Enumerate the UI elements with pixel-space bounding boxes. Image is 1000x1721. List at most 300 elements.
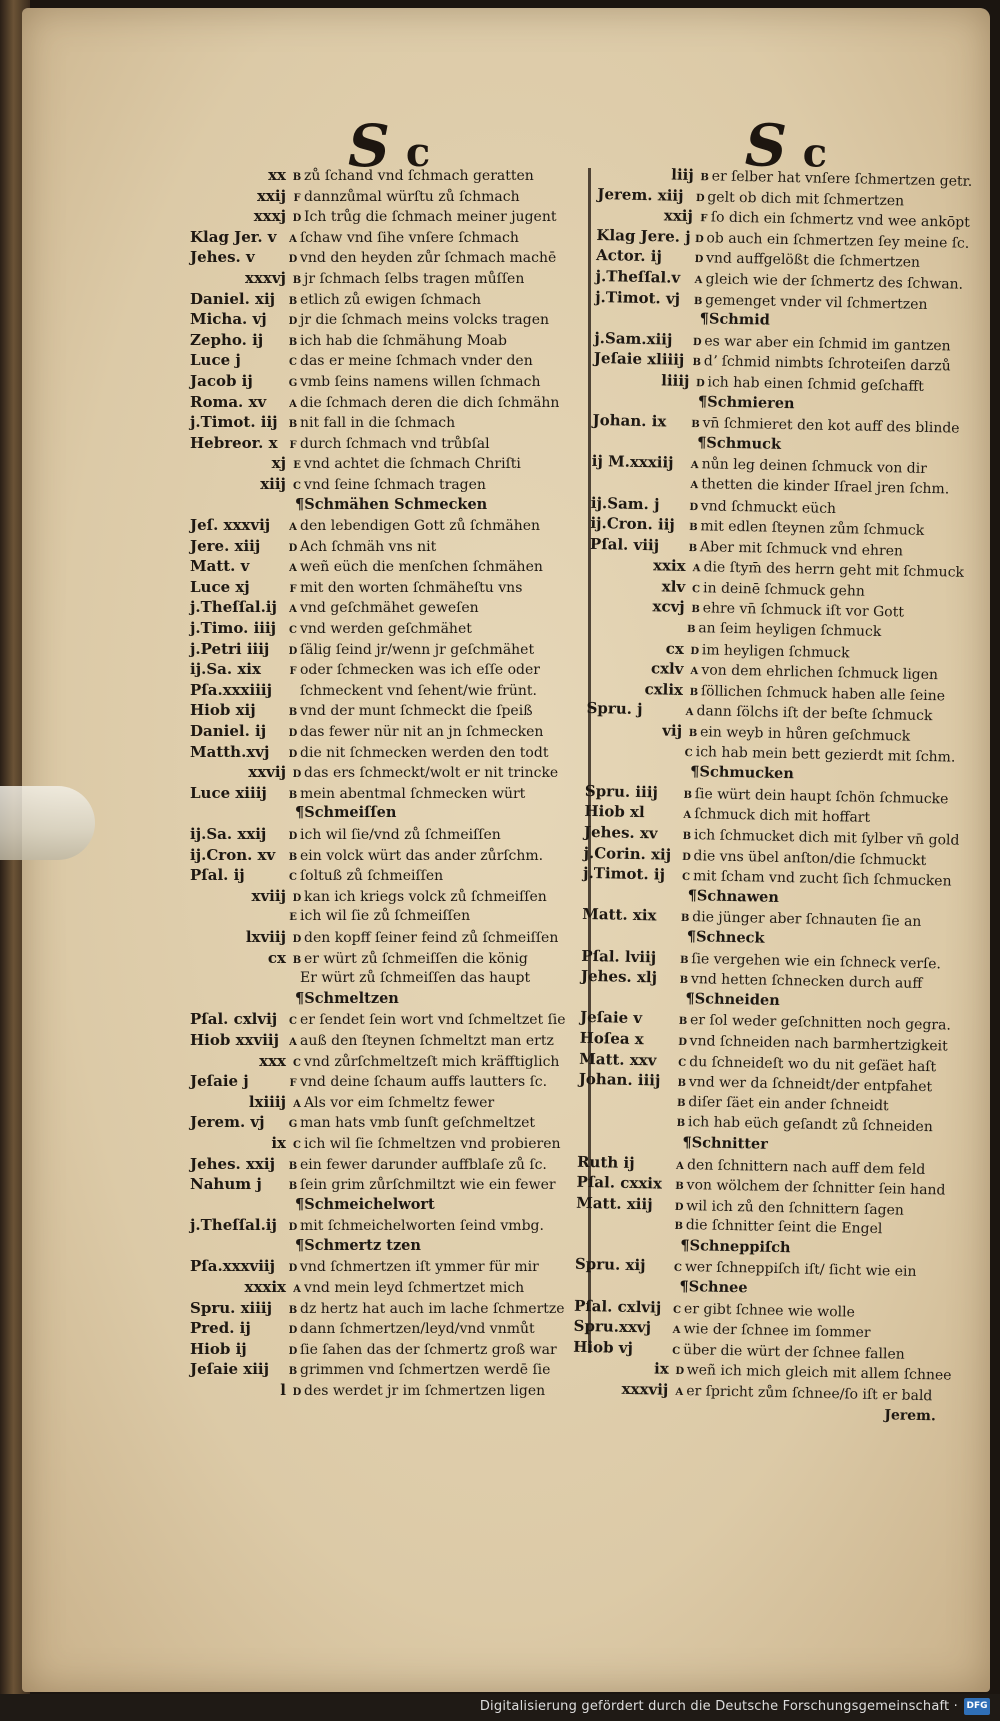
scripture-ref: Pſal. cxlvij <box>573 1296 662 1317</box>
index-entry <box>190 597 580 618</box>
entry-text: von dem ehrlichen ſchmuck ligen <box>701 662 939 684</box>
entry-text: Als vor eim ſchmeltz fewer <box>304 1094 495 1111</box>
index-heading: ¶Schmeiſſen <box>295 804 397 822</box>
entry-text: ſälig ſeind jr/wenn jr geſchmähet <box>300 641 535 658</box>
index-entry <box>190 474 580 495</box>
index-entry <box>190 618 580 639</box>
index-entry <box>190 1359 580 1380</box>
scripture-ref: Pſa.xxxviij <box>190 1257 276 1276</box>
entry-text: diſer ſäet ein ander ſchneidt <box>688 1093 889 1115</box>
section-letter: C <box>684 747 693 759</box>
entry-text: mit ſcham vnd zucht ſich ſchmucken <box>692 868 952 890</box>
entry-text: im heyligen ſchmuck <box>701 641 850 662</box>
section-letter: B <box>683 789 693 801</box>
index-heading: ¶Schmucken <box>690 763 795 783</box>
entry-text: mit ſchmeichelworten ſeind vmbg. <box>300 1218 544 1235</box>
section-letter: B <box>700 172 710 184</box>
index-heading: ¶Schnawen <box>687 886 780 906</box>
scripture-ref: xxxvj <box>245 268 286 287</box>
entry-text: dannzůmal würſtu zů ſchmach <box>304 188 520 205</box>
scripture-ref: l <box>280 1381 286 1400</box>
section-letter: D <box>292 213 302 225</box>
section-letter: F <box>700 213 708 225</box>
entry-text: ſie ſahen das der ſchmertz groß war <box>300 1341 557 1358</box>
scripture-ref: xiij <box>260 474 286 493</box>
entry-text: ein weyb in hůren geſchmuck <box>699 724 911 745</box>
entry-text: vnd den heyden zůr ſchmach machē <box>300 250 557 267</box>
scripture-ref: xxxix <box>244 1278 286 1297</box>
scripture-ref: Jeſaie j <box>190 1072 249 1091</box>
index-entry <box>190 206 580 227</box>
index-entry <box>190 721 580 742</box>
scripture-ref: Matt. xix <box>582 905 657 925</box>
section-letter: B <box>679 975 689 987</box>
scripture-ref: Micha. vj <box>190 310 267 329</box>
entry-text: er ſelber hat vnſere ſchmertzen getr. <box>711 168 973 190</box>
section-letter: A <box>289 1036 297 1048</box>
entry-text: er ſol weder geſchnitten noch gegra. <box>689 1012 952 1034</box>
entry-text: ſie vergehen wie ein ſchneck verſe. <box>691 950 942 972</box>
section-letter: D <box>288 1345 298 1357</box>
scripture-ref: j.Timot. ij <box>582 864 666 884</box>
section-letter: A <box>293 1098 301 1110</box>
index-entry <box>190 350 580 371</box>
entry-text: gleich wie der ſchmertz des ſchwan. <box>705 271 964 293</box>
index-entry <box>190 1112 580 1133</box>
scripture-ref: xj <box>271 454 286 473</box>
scripture-ref: Hoſea x <box>579 1028 644 1049</box>
header-letter: c <box>405 129 431 176</box>
section-letter: C <box>289 357 297 369</box>
scripture-ref: Pſal. cxlvij <box>190 1010 278 1029</box>
header-initial: S <box>744 111 788 181</box>
section-letter: B <box>679 954 689 966</box>
scripture-ref: Matth.xvj <box>190 742 270 761</box>
entry-text: ſie würt dein haupt ſchön ſchmucke <box>694 785 949 808</box>
catchword: Jerem. <box>884 1406 937 1424</box>
index-heading: ¶Schneck <box>686 928 765 947</box>
scripture-ref: Jerem. vj <box>190 1113 265 1132</box>
section-letter: B <box>688 728 698 740</box>
section-letter: B <box>688 542 698 554</box>
section-letter: C <box>293 480 301 492</box>
entry-text: ein fewer darunder auffblaſe zů ſc. <box>300 1156 547 1173</box>
header-letter: c <box>802 129 828 177</box>
entry-text: vnd wer da ſchneidt/der entpfahet <box>688 1074 933 1096</box>
index-entry <box>190 165 580 186</box>
scripture-ref: xxij <box>256 186 286 205</box>
scripture-ref: j.Timo. iiij <box>190 619 277 638</box>
entry-text: vnd deine ſchaum auffs lautters ſc. <box>300 1074 548 1091</box>
section-letter: D <box>292 1387 302 1399</box>
index-entry <box>190 268 580 289</box>
index-entry <box>190 412 580 433</box>
scripture-ref: xxij <box>663 206 694 226</box>
scripture-ref: Roma. xv <box>190 392 267 411</box>
section-letter: D <box>288 254 298 266</box>
entry-text: die jünger aber ſchnauten ſie an <box>692 909 922 931</box>
section-letter: D <box>692 336 702 348</box>
entry-text: ſöllichen ſchmuck haben alle ſeine <box>700 683 946 705</box>
section-letter: B <box>288 336 298 348</box>
scripture-ref: Jehes. v <box>190 248 255 267</box>
index-entry <box>190 1009 580 1030</box>
scripture-ref: Spru. xiiij <box>190 1298 273 1317</box>
scripture-ref: Spru. iiij <box>584 781 659 802</box>
entry-text: ehre vn̄ ſchmuck iſt vor Gott <box>702 600 905 621</box>
scripture-ref: Ruth ij <box>576 1152 635 1172</box>
scripture-ref: liiij <box>661 371 690 390</box>
entry-text: über die würt der ſchnee fallen <box>682 1341 905 1363</box>
entry-text: die nit ſchmecken werden den todt <box>300 744 549 761</box>
section-letter: D <box>695 378 705 390</box>
entry-text: vmb ſeins namens willen ſchmach <box>300 373 541 390</box>
scripture-ref: cxlv <box>650 659 684 679</box>
index-entry <box>190 453 580 474</box>
index-entry <box>190 680 580 701</box>
entry-text: mein abentmal ſchmecken würt <box>300 785 526 802</box>
entry-text: vn̄ ſchmieret den kot auff des blinde <box>702 415 960 437</box>
index-heading: ¶Schmuck <box>696 433 782 453</box>
scripture-ref: xxvij <box>248 763 286 782</box>
scripture-ref: Zepho. ij <box>190 330 264 349</box>
scripture-ref: xxix <box>652 556 686 576</box>
section-letter: F <box>289 439 297 451</box>
entry-text: ich hab einen ſchmid geſchafft <box>707 374 925 395</box>
scripture-ref: Actor. ij <box>595 246 663 266</box>
scripture-ref: Hebreor. x <box>190 433 278 452</box>
entry-text: vnd zůrſchmeltzeſt mich kräfftiglich <box>304 1053 560 1070</box>
entry-text: das fewer nür nit an jn ſchmecken <box>300 724 544 741</box>
entry-text: vnd hetten ſchnecken durch auff <box>690 971 923 993</box>
scripture-ref: Spru. j <box>586 699 643 719</box>
index-entry <box>190 186 580 207</box>
entry-text: er würt zů ſchmeiſſen die könig <box>304 950 528 967</box>
index-entry <box>190 1092 580 1113</box>
section-letter: B <box>674 1221 684 1233</box>
section-letter: C <box>672 1304 682 1316</box>
section-letter: D <box>694 254 704 266</box>
entry-text: Er würt zů ſchmeiſſen das haupt <box>300 970 531 987</box>
scripture-ref: ix <box>271 1133 286 1152</box>
index-heading: ¶Schneppiſch <box>680 1236 791 1257</box>
section-letter: D <box>288 645 298 657</box>
index-entry <box>190 659 580 680</box>
section-letter: A <box>683 810 692 822</box>
index-entry <box>190 227 580 248</box>
entry-text: ſchmuck dich mit hoffart <box>694 806 871 827</box>
section-letter: F <box>289 583 297 595</box>
section-letter: B <box>676 1118 686 1130</box>
scripture-ref: xlv <box>661 577 686 596</box>
footer-credit: Digitalisierung gefördert durch die Deutsche Forschungsgemeinschaft · <box>479 1699 958 1714</box>
scripture-ref: Daniel. ij <box>190 722 267 741</box>
scripture-ref: Jehes. xlj <box>580 966 658 987</box>
scripture-ref: lxiiij <box>248 1092 286 1111</box>
scripture-ref: Luce xj <box>190 577 250 596</box>
index-entry <box>190 1318 580 1339</box>
scripture-ref <box>578 1104 674 1106</box>
section-letter: A <box>675 1386 684 1399</box>
section-letter: F <box>293 192 301 204</box>
entry-text: gemenget vnder vil ſchmertzen <box>704 291 928 313</box>
entry-text: an ſeim heyligen ſchmuck <box>698 620 882 641</box>
scripture-ref: j.Sam.xiij <box>594 328 673 349</box>
scripture-ref: Luce xiiij <box>190 783 267 802</box>
index-entry <box>190 371 580 392</box>
section-letter: C <box>673 1263 682 1275</box>
section-letter: A <box>690 460 699 472</box>
section-letter: B <box>288 1366 298 1378</box>
section-letter: D <box>288 1222 298 1234</box>
entry-text: das er meine ſchmach vnder den <box>300 353 533 370</box>
entry-text: Ach ſchmäh vns nit <box>300 538 437 555</box>
scripture-ref: Jeſaie xliiij <box>593 349 685 370</box>
scripture-ref: j.Theſſal.v <box>595 266 681 287</box>
section-letter: D <box>678 1036 688 1048</box>
section-letter: C <box>678 1057 687 1069</box>
entry-text: man hats vmb ſunſt geſchmeltzet <box>300 1115 536 1132</box>
section-letter: B <box>693 295 703 307</box>
scripture-ref: ij.Sa. xix <box>190 660 261 679</box>
scripture-ref: ij.Sa. xxij <box>190 825 267 843</box>
entry-text: dann ſchmertzen/leyd/vnd vnmůt <box>300 1321 535 1338</box>
index-entry <box>190 577 580 598</box>
entry-text: ich wil ſie ſchmeltzen vnd probieren <box>304 1135 561 1152</box>
scripture-ref: Matt. xiij <box>576 1193 653 1214</box>
section-letter: D <box>690 645 700 657</box>
right-column <box>572 163 973 1427</box>
entry-text: er gibt ſchnee wie wolle <box>683 1300 855 1321</box>
section-letter: D <box>682 851 691 863</box>
section-letter: B <box>677 1077 687 1090</box>
entry-text: er ſpricht zům ſchnee/ſo iſt er bald <box>686 1383 933 1405</box>
scripture-ref: Jehes. xxij <box>190 1154 275 1173</box>
entry-text: vnd ſchmertzen iſt ymmer für mir <box>300 1259 539 1276</box>
scripture-ref: Hiob xij <box>190 701 256 720</box>
index-entry <box>190 824 580 845</box>
section-letter: C <box>672 1345 681 1357</box>
index-entry <box>190 865 580 886</box>
index-entry <box>190 886 580 907</box>
entry-text: Ich trůg die ſchmach meiner jugent <box>304 209 557 226</box>
index-entry <box>190 556 580 577</box>
index-entry <box>190 330 580 351</box>
section-letter: A <box>676 1160 685 1172</box>
scripture-ref: Jeſaie v <box>579 1008 643 1028</box>
index-heading: ¶Schnee <box>679 1278 748 1297</box>
section-letter: D <box>674 1201 684 1213</box>
scripture-ref: ij.Cron. iij <box>590 514 676 534</box>
entry-text: wil ich zů den ſchnittern ſagen <box>686 1197 905 1219</box>
entry-text: vnd der munt ſchmeckt die ſpeiß <box>300 703 533 720</box>
scripture-ref: Pſal. viij <box>589 534 660 555</box>
entry-text: jr die ſchmach meins volcks tragen <box>300 312 550 329</box>
scripture-ref: cx <box>665 639 685 658</box>
scripture-ref: Matt. v <box>190 557 250 576</box>
scripture-ref: Luce j <box>190 351 241 370</box>
entry-text: dz hertz hat auch im lache ſchmertze <box>300 1300 565 1317</box>
entry-text: den ſchnittern nach auff dem feld <box>686 1156 926 1178</box>
index-entry <box>190 392 580 413</box>
index-entry <box>190 1215 580 1236</box>
section-letter: C <box>293 1057 301 1069</box>
entry-text: mit edlen ſteynen zům ſchmuck <box>700 518 925 540</box>
section-letter: B <box>675 1180 684 1193</box>
index-entry <box>190 1339 580 1360</box>
entry-text: ich hab die ſchmähung Moab <box>300 332 507 349</box>
entry-text: den kopff ſeiner feind zů ſchmeiſſen <box>304 929 559 946</box>
section-letter: B <box>288 707 298 719</box>
scripture-ref: xcvj <box>652 597 685 617</box>
section-letter: C <box>289 872 297 884</box>
entry-text: die ſtym̄ des herrn geht mit ſchmuck <box>703 559 965 582</box>
section-letter: A <box>672 1325 681 1337</box>
section-letter: B <box>689 686 699 699</box>
scripture-ref: xxx <box>259 1051 286 1070</box>
scripture-ref: Daniel. xij <box>190 289 276 308</box>
section-letter: A <box>685 707 694 719</box>
section-letter: A <box>694 275 703 287</box>
section-letter: F <box>289 1078 297 1090</box>
entry-text: etlich zů ewigen ſchmach <box>300 291 481 308</box>
index-entry <box>190 845 580 866</box>
scripture-ref: j.Timot. iij <box>190 413 278 432</box>
scripture-ref: Johan. ix <box>592 411 667 431</box>
section-letter: G <box>288 1119 298 1131</box>
section-letter: E <box>293 460 301 472</box>
entry-text: dann ſölchs iſt der beſte ſchmuck <box>696 703 933 725</box>
section-letter: A <box>289 522 297 534</box>
index-heading: ¶Schnitter <box>682 1133 769 1153</box>
section-letter: B <box>689 522 698 534</box>
scripture-ref: xx <box>268 166 286 184</box>
scripture-ref: lxviij <box>245 927 286 946</box>
scripture-ref: ij M.xxxiij <box>591 452 674 472</box>
entry-text: die vns übel anſton/die ſchmuckt <box>693 847 927 869</box>
section-letter: E <box>289 912 297 924</box>
section-letter: D <box>694 233 704 246</box>
scripture-ref: Jeſ. xxxvij <box>190 516 271 535</box>
scripture-ref: Jehes. xv <box>583 822 658 843</box>
section-letter: C <box>289 1016 297 1028</box>
scripture-ref: Pred. ij <box>190 1319 251 1338</box>
scripture-ref: Pſa.xxxiiij <box>190 680 273 699</box>
section-letter: A <box>289 398 297 410</box>
entry-text: ich ſchmucket dich mit ſylber vn̄ gold <box>693 827 960 849</box>
section-letter: B <box>292 172 302 183</box>
entry-text: das ers ſchmeckt/wolt er nit trincke <box>304 765 559 782</box>
scripture-ref: Jacob ij <box>190 371 253 390</box>
entry-text: jr ſchmach ſelbs tragen můſſen <box>304 270 525 287</box>
entry-text: ich wil ſie/vnd zů ſchmeiſſen <box>300 827 501 843</box>
entry-text: ich hab mein bett gezierdt mit ſchm. <box>695 743 956 766</box>
section-letter: D <box>288 831 298 842</box>
index-entry <box>190 1133 580 1154</box>
section-letter: D <box>292 892 302 904</box>
section-letter: D <box>292 769 302 781</box>
entry-text: du ſchneideſt wo du nit geſäet haſt <box>689 1053 937 1075</box>
entry-text: weñ ich mich gleich mit allem ſchnee <box>686 1362 952 1385</box>
index-entry <box>190 1154 580 1175</box>
section-letter: C <box>691 583 701 596</box>
scripture-ref: Hiob xl <box>584 802 645 822</box>
section-letter: B <box>678 1016 688 1028</box>
section-letter: B <box>686 624 696 636</box>
entry-text: nit fall in die ſchmach <box>300 415 456 432</box>
index-heading: ¶Schneiden <box>685 989 780 1009</box>
entry-text: vnd auffgelößt die ſchmertzen <box>705 250 921 272</box>
entry-text: die ſchnitter ſeint die Engel <box>685 1217 883 1238</box>
scripture-ref <box>578 1124 674 1126</box>
entry-text: vnd mein leyd ſchmertzet mich <box>304 1280 525 1297</box>
index-entry <box>190 1256 580 1277</box>
entry-text: thetten die kinder Iſrael jren ſchm. <box>701 476 950 498</box>
section-letter: B <box>288 1181 298 1193</box>
section-letter: A <box>289 233 297 245</box>
scripture-ref: cx <box>267 948 286 967</box>
scripture-ref: liij <box>671 165 694 185</box>
section-letter: B <box>692 357 702 369</box>
entry-text: vnd geſchmähet geweſen <box>300 600 479 617</box>
section-letter: B <box>691 604 700 616</box>
index-entry <box>190 927 580 948</box>
entry-text: vnd ſchneiden nach barmhertzigkeit <box>689 1033 948 1055</box>
entry-text: vnd ſchmuckt eüch <box>700 497 837 517</box>
scripture-ref: Matt. xxv <box>579 1049 657 1069</box>
index-entry <box>190 433 580 454</box>
entry-text: ich wil ſie zů ſchmeiſſen <box>300 908 471 925</box>
section-letter: B <box>288 1160 298 1172</box>
index-entry <box>190 700 580 721</box>
entry-text: des werdet jr im ſchmertzen ligen <box>304 1383 546 1400</box>
entry-text: er ſendet ſein wort vnd ſchmeltzet ſie <box>300 1012 566 1029</box>
index-entry <box>190 1071 580 1092</box>
scripture-ref: Hiob ij <box>190 1339 247 1358</box>
scripture-ref: Jere. xiij <box>190 536 261 555</box>
scripture-ref: Spru. xij <box>574 1255 646 1275</box>
entry-text: ſein grim zůrſchmiltzt wie ein fewer <box>300 1177 556 1194</box>
scripture-ref: vij <box>662 721 683 740</box>
scripture-ref: cxlix <box>644 679 684 699</box>
entry-text: ſoltuß zů ſchmeiſſen <box>300 868 444 885</box>
section-letter: A <box>690 666 699 678</box>
section-letter: B <box>682 830 692 843</box>
entry-text: oder ſchmecken was ich eſſe oder <box>300 662 540 679</box>
entry-text: dʼ ſchmid nimbts ſchroteiſen darzů <box>703 353 951 375</box>
section-letter: B <box>288 789 298 801</box>
entry-text: durch ſchmach vnd trůbſal <box>300 435 490 452</box>
section-letter: A <box>293 1284 301 1296</box>
index-entry <box>190 948 580 969</box>
entry-text: in deinē ſchmuck gehn <box>702 580 866 600</box>
entry-text: vnd achtet die ſchmach Chriſti <box>304 456 521 473</box>
scripture-ref: j.Corin. xij <box>583 843 672 864</box>
section-letter: A <box>289 604 297 616</box>
scripture-ref: Pſal. cxxix <box>576 1172 663 1193</box>
entry-text: es war aber ein ſchmid im gantzen <box>704 333 951 355</box>
entry-text: zů ſchand vnd ſchmach geratten <box>304 168 534 184</box>
section-letter: D <box>288 542 298 554</box>
scripture-ref: Spru.xxvj <box>573 1316 652 1337</box>
index-heading: ¶Schmeichelwort <box>295 1195 435 1213</box>
scripture-ref: Hiob vj <box>573 1337 634 1357</box>
scripture-ref: Hiob xxviij <box>190 1030 280 1049</box>
section-letter: B <box>288 851 298 863</box>
index-entry <box>190 762 580 783</box>
section-letter: B <box>676 1097 686 1109</box>
section-letter: B <box>691 419 700 431</box>
